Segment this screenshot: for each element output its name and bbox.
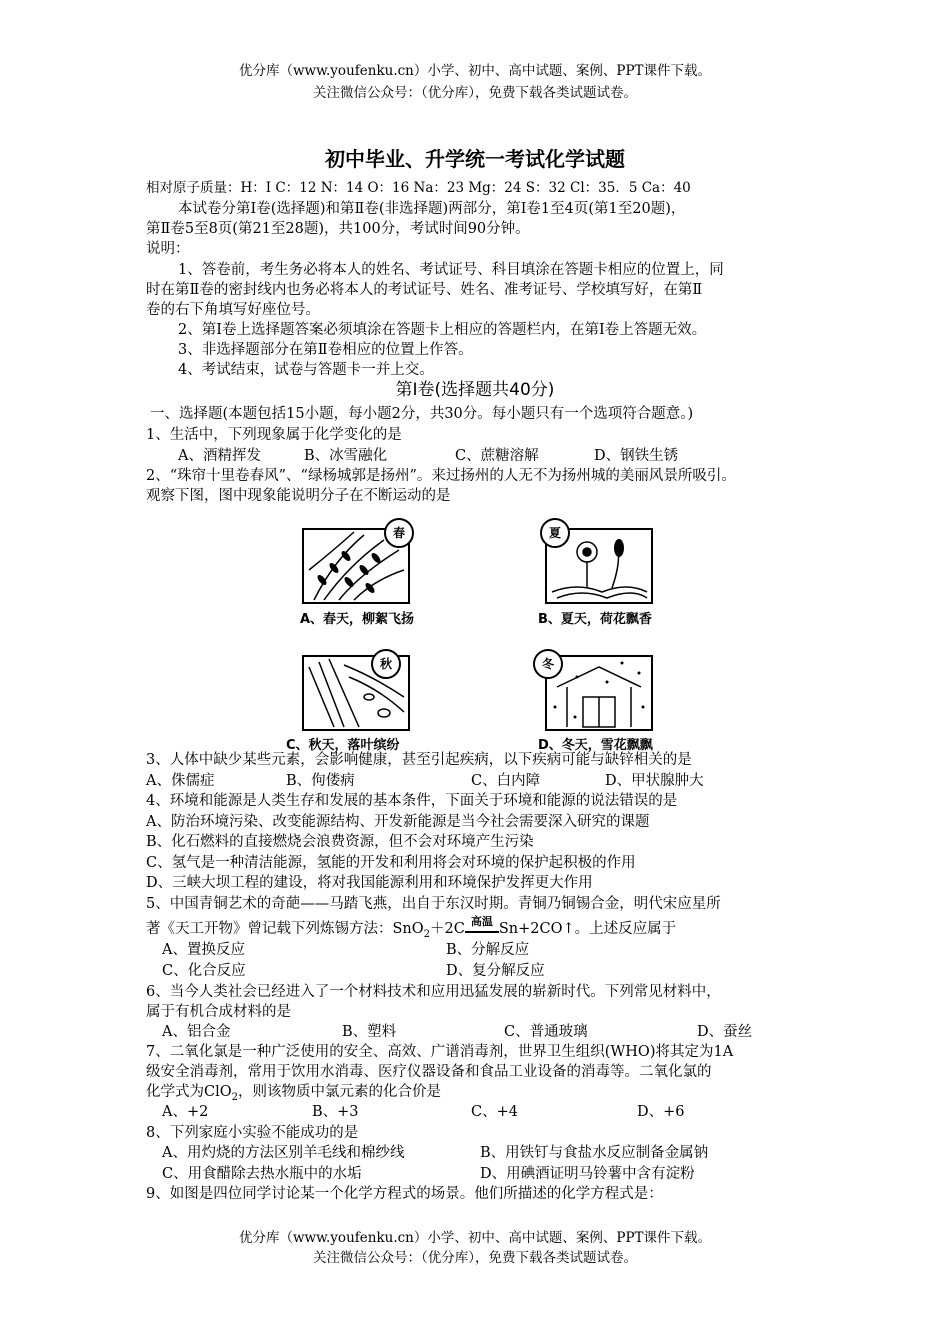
footer-line-1: 优分库（www.youfenku.cn）小学、初中、高中试题、案例、PPT课件下载。	[238, 1230, 712, 1246]
footer-line-2: 关注微信公众号：（优分库），免费下载各类试题试卷。	[313, 1250, 637, 1266]
q7-option-b: B、+3	[312, 1104, 359, 1120]
note-line: 1、答卷前，考生务必将本人的姓名、考试证号、科目填涂在答题卡相应的位置上，同	[178, 262, 724, 278]
part-one-heading: 一、选择题(本题包括15小题，每小题2分，共30分。每小题只有一个选项符合题意。)	[150, 406, 694, 422]
notes-label: 说明：	[146, 241, 190, 257]
q2-stem: 观察下图，图中现象能说明分子在不断运动的是	[146, 488, 451, 504]
q8-option-a: A、用灼烧的方法区别羊毛线和棉纱线	[162, 1145, 405, 1161]
q4-option-a: A、防治环境污染、改变能源结构、开发新能源是当今社会需要深入研究的课题	[146, 814, 650, 830]
intro-line: 第Ⅱ卷5至8页(第21至28题)，共100分，考试时间90分钟。	[146, 221, 530, 237]
picture-caption-d: D、冬天，雪花飘飘	[538, 738, 653, 753]
picture-caption-c: C、秋天，落叶缤纷	[286, 738, 400, 753]
q1-option-d: D、钢铁生锈	[594, 448, 679, 464]
q6-option-a: A、铝合金	[162, 1024, 231, 1040]
q5-text-mid: ＋2C	[430, 921, 465, 937]
q5-subscript: 2	[423, 928, 431, 940]
note-line: 4、考试结束，试卷与答题卡一并上交。	[178, 362, 434, 378]
q3-stem: 3、人体中缺少某些元素，会影响健康，甚至引起疾病，以下疾病可能与缺锌相关的是	[146, 752, 692, 768]
note-line: 时在第Ⅱ卷的密封线内也务必将本人的考试证号、姓名、准考证号、学校填写好，在第Ⅱ	[146, 282, 703, 298]
q9-stem: 9、如图是四位同学讨论某一个化学方程式的场景。他们所描述的化学方程式是：	[146, 1186, 663, 1202]
header-line-2: 关注微信公众号：（优分库），免费下载各类试题试卷。	[313, 85, 637, 101]
q6-option-c: C、普通玻璃	[504, 1024, 588, 1040]
q6-option-b: B、塑料	[342, 1024, 397, 1040]
q8-option-c: C、用食醋除去热水瓶中的水垢	[162, 1166, 362, 1182]
seal-autumn: 秋	[371, 649, 401, 679]
q3-option-d: D、甲状腺肿大	[605, 773, 704, 789]
page-title: 初中毕业、升学统一考试化学试题	[325, 147, 625, 171]
picture-caption-a: A、春天，柳絮飞扬	[300, 612, 415, 627]
q5-option-d: D、复分解反应	[446, 963, 545, 979]
q2-stem: 2、“珠帘十里卷春风”、“绿杨城郭是扬州”。来过扬州的人无不为扬州城的美丽风景所吸引。	[146, 468, 736, 484]
q7-stem: 7、二氧化氯是一种广泛使用的安全、高效、广谱消毒剂，世界卫生组织(WHO)将其定为1A	[146, 1044, 734, 1060]
q6-stem: 6、当今人类社会已经进入了一个材料技术和应用迅猛发展的崭新时代。下列常见材料中，	[146, 984, 721, 1000]
q5-option-b: B、分解反应	[446, 942, 530, 958]
q4-option-d: D、三峡大坝工程的建设，将对我国能源利用和环境保护发挥更大作用	[146, 875, 593, 891]
q5-stem: 5、中国青铜艺术的奇葩——马踏飞燕，出自于东汉时期。青铜乃铜锡合金，明代宋应星所	[146, 896, 721, 912]
note-line: 2、第Ⅰ卷上选择题答案必须填涂在答题卡上相应的答题栏内，在第Ⅰ卷上答题无效。	[178, 322, 707, 338]
q6-stem: 属于有机合成材料的是	[146, 1004, 291, 1020]
q1-option-b: B、冰雪融化	[304, 448, 388, 464]
q5-option-c: C、化合反应	[162, 963, 246, 979]
snowy-pavilion-illustration	[547, 657, 651, 729]
q4-stem: 4、环境和能源是人类生存和发展的基本条件，下面关于环境和能源的说法错误的是	[146, 793, 678, 809]
section-title: 第Ⅰ卷(选择题共40分)	[395, 380, 555, 400]
q8-option-d: D、用碘酒证明马铃薯中含有淀粉	[480, 1166, 695, 1182]
picture-caption-b: B、夏天，荷花飘香	[538, 612, 652, 627]
note-line: 3、非选择题部分在第Ⅱ卷相应的位置上作答。	[178, 342, 473, 358]
q5-option-a: A、置换反应	[162, 942, 245, 958]
q7-option-d: D、+6	[637, 1104, 685, 1120]
reaction-condition	[465, 915, 499, 933]
q3-option-b: B、佝偻病	[286, 773, 355, 789]
q7-subscript: 2	[231, 1091, 238, 1103]
q7-option-a: A、+2	[162, 1104, 209, 1120]
q7-option-c: C、+4	[471, 1104, 518, 1120]
q7-stem: 级安全消毒剂，常用于饮用水消毒、医疗仪器设备和食品工业设备的消毒等。二氧化氯的	[146, 1064, 712, 1080]
q7-text-post: ，则该物质中氯元素的化合价是	[238, 1084, 441, 1100]
q1-option-a: A、酒精挥发	[178, 448, 261, 464]
q5-text-pre: 著《天工开物》曾记载下列炼锡方法：SnO	[146, 921, 424, 937]
atomic-mass: 相对原子质量：H：I C：12 N：14 O：16 Na：23 Mg：24 S：32 Cl：35．5 Ca：40	[146, 180, 691, 196]
q1-stem: 1、生活中，下列现象属于化学变化的是	[146, 427, 402, 443]
condition-label: 高温	[470, 915, 493, 928]
q3-option-c: C、白内障	[471, 773, 541, 789]
seal-spring: 春	[384, 518, 414, 548]
q4-option-c: C、氢气是一种清洁能源，氢能的开发和利用将会对环境的保护起积极的作用	[146, 855, 636, 871]
q6-option-d: D、蚕丝	[697, 1024, 753, 1040]
q8-stem: 8、下列家庭小实验不能成功的是	[146, 1125, 359, 1141]
q1-option-c: C、蔗糖溶解	[455, 448, 539, 464]
q5-text-post: Sn+2CO↑。上述反应属于	[498, 921, 677, 937]
q8-option-b: B、用铁钉与食盐水反应制备金属钠	[480, 1145, 709, 1161]
seal-summer: 夏	[540, 518, 570, 548]
header-line-1: 优分库（www.youfenku.cn）小学、初中、高中试题、案例、PPT课件下载。	[238, 63, 712, 79]
seal-winter: 冬	[533, 649, 563, 679]
q4-option-b: B、化石燃料的直接燃烧会浪费资源，但不会对环境产生污染	[146, 834, 534, 850]
q3-option-a: A、侏儒症	[146, 773, 215, 789]
note-line: 卷的右下角填写好座位号。	[146, 302, 320, 318]
q7-text-pre: 化学式为ClO	[146, 1084, 232, 1100]
intro-line: 本试卷分第Ⅰ卷(选择题)和第Ⅱ卷(非选择题)两部分，第Ⅰ卷1至4页(第1至20题)，	[178, 201, 686, 217]
